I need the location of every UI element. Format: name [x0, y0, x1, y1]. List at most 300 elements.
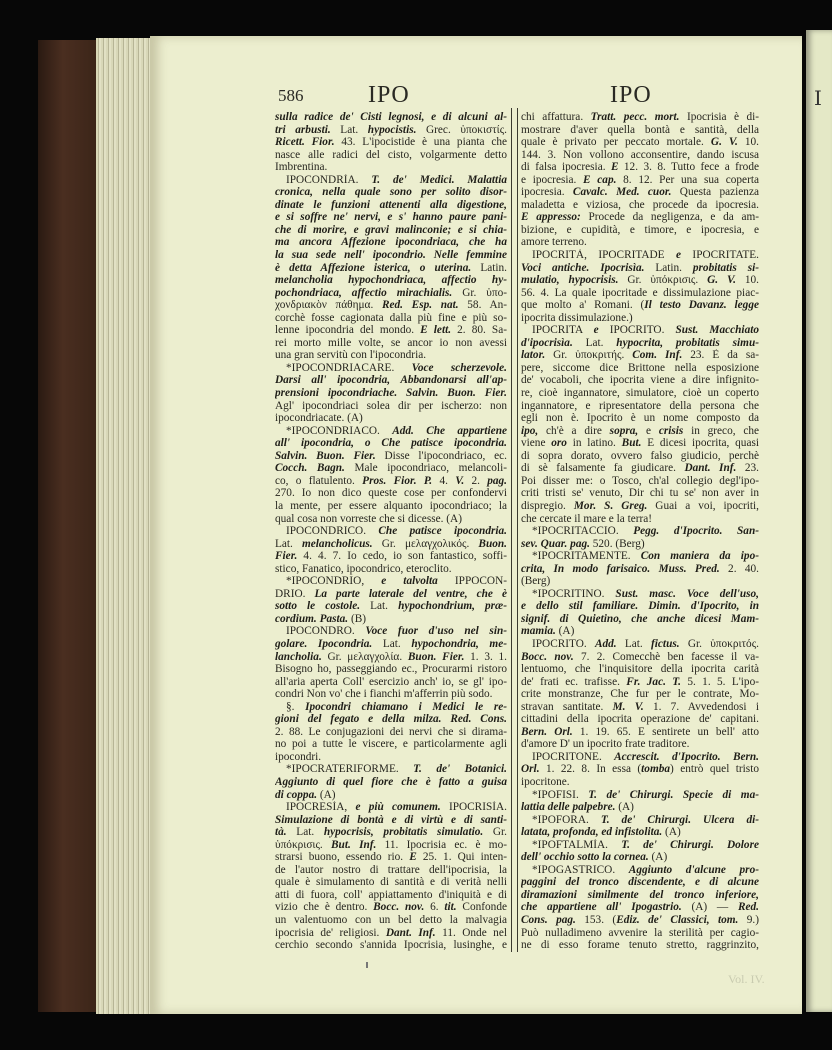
roman-segment: Bisogno ho, passeggiando ec., Procurarmi ristoro — [275, 663, 507, 676]
italic-segment: e — [593, 324, 599, 337]
italic-segment: Sust. masc. Voce dell'uso, — [615, 587, 759, 600]
roman-segment: Latin. — [471, 261, 507, 274]
italic-segment: di coppa. — [275, 788, 318, 801]
italic-segment: Cons. pag. — [521, 914, 576, 926]
roman-segment: 144. 3. Non vollono acconsentire, dando iscusa — [521, 148, 759, 161]
entry-first-line — [275, 763, 507, 776]
roman-segment: cittadini della ipocrita operazione de' capitani. — [521, 713, 759, 726]
text-line — [521, 174, 759, 187]
roman-segment: IPOCRITO. — [598, 324, 676, 337]
entry-first-line — [521, 588, 759, 601]
text-line — [521, 851, 759, 864]
text-line — [275, 688, 507, 701]
text-line — [521, 312, 759, 325]
text-line — [521, 688, 759, 701]
roman-segment: 4. — [432, 474, 456, 487]
italic-segment: Darsi all' ipocondria, Abbandonarsi all'ap- — [275, 374, 507, 387]
italic-segment: che di morire, e gravi malinconie; e si chia- — [275, 223, 507, 236]
text-line — [275, 927, 507, 940]
roman-segment: criti tristi se' venuto, Dir chi tu se' non aver in — [521, 487, 759, 500]
text-line — [521, 763, 759, 776]
text-line — [521, 914, 759, 927]
roman-segment: 1. 19. 65. E sentirete un bell' atto — [572, 725, 759, 738]
roman-segment: nasce alle radici del cisto, volgarmente detto — [275, 148, 507, 161]
italic-segment: sotto le costole. — [275, 600, 361, 613]
roman-segment: condri Non vo' che i fianchi m'afferrin più sodo. — [275, 688, 493, 701]
entry-first-line — [521, 324, 759, 337]
text-line — [275, 513, 507, 526]
roman-segment: ipocritone. — [521, 775, 570, 788]
roman-segment: amore terreno. — [521, 236, 587, 249]
italic-segment: oro — [551, 437, 567, 450]
text-line — [521, 236, 759, 249]
italic-segment: e — [676, 249, 682, 262]
roman-segment: ipocondri. — [275, 750, 322, 763]
text-line — [521, 349, 759, 362]
text-line — [521, 450, 759, 463]
italic-segment: Che patisce ipocondria. — [378, 525, 507, 538]
italic-segment: Voce fuor d'uso nel sin- — [365, 625, 507, 638]
roman-segment: e ipocresia. — [521, 173, 584, 186]
italic-segment: But. — [621, 437, 642, 450]
text-line — [521, 111, 759, 124]
roman-segment: stico, Fanatico, ipocondrico, eteroclito. — [275, 562, 452, 575]
text-line — [521, 889, 759, 902]
text-line — [521, 437, 759, 450]
italic-segment: Com. Inf. — [632, 349, 683, 362]
entry-first-line — [521, 751, 759, 764]
italic-segment: Pros. Fior. P. — [362, 474, 433, 487]
text-line — [275, 864, 507, 877]
italic-segment: diramazioni similmente del tronco inferiore, — [521, 888, 759, 901]
roman-segment: ipocresia. — [521, 186, 573, 199]
text-line — [521, 425, 759, 438]
roman-segment: Guai a voi, ipocriti, — [647, 499, 759, 512]
text-line — [521, 211, 759, 224]
roman-segment: Disse l'ipocondriaco, ec. — [375, 449, 507, 462]
roman-segment: §. — [286, 700, 306, 713]
roman-segment: Può nulladimeno avvenire la sterilità per cagio- — [521, 926, 759, 939]
italic-segment: tit. — [444, 901, 457, 914]
roman-segment: 11. Onde nel — [435, 926, 507, 939]
roman-segment: 43. L'ipocistide è una pianta che — [334, 136, 507, 149]
entry-first-line — [275, 425, 507, 438]
text-line — [275, 450, 507, 463]
italic-segment: melancholia hypochondriaca, affectio hy- — [275, 274, 507, 287]
roman-segment: *IPOFORA. — [532, 813, 601, 826]
italic-segment: Mor. S. Greg. — [573, 499, 648, 512]
italic-segment: V. — [455, 474, 465, 487]
text-line — [275, 839, 507, 852]
roman-segment: 1. 22. 8. In essa ( — [539, 763, 642, 776]
italic-segment: Il testo Davanz. legge — [644, 299, 759, 312]
roman-segment: no poi a tutte le viscere, e particolarmente agli — [275, 738, 507, 751]
roman-segment: di sopra dorato, ovvero falso giudicio, perchè — [521, 449, 759, 462]
italic-segment: probitatis si- — [692, 261, 759, 274]
entry-first-line — [521, 814, 759, 827]
text-line — [275, 236, 507, 249]
column-divider — [511, 108, 518, 952]
text-line — [275, 588, 507, 601]
text-line — [275, 262, 507, 275]
italic-segment: But. Inf. — [331, 838, 377, 851]
italic-segment: Accrescit. d'Ipocrito. Bern. — [614, 750, 759, 763]
text-line — [275, 826, 507, 839]
roman-segment: Gr. ὑπόκρισις. — [618, 274, 708, 287]
text-line — [521, 625, 759, 638]
roman-segment: 4. 4. 7. Io cedo, io son fantastico, soffi- — [297, 550, 507, 563]
text-line — [275, 299, 507, 312]
roman-segment: IPOCRESÌA, — [286, 801, 356, 814]
text-line — [275, 751, 507, 764]
roman-segment: 153. ( — [575, 914, 617, 926]
text-line — [521, 400, 759, 413]
roman-segment: IPOCONDRICO. — [286, 525, 379, 538]
roman-segment: Lat. — [572, 336, 617, 349]
roman-segment: DRIO. — [275, 587, 315, 600]
roman-segment: IPOCRITO. — [532, 637, 595, 650]
roman-segment: Questa pazienza — [671, 186, 759, 199]
italic-segment: Tratt. pecc. mort. — [590, 111, 680, 123]
roman-segment: maladetta e viziosa, che procede da ipocresia. — [521, 198, 759, 211]
roman-segment: IPOCRITÀ, IPOCRITADE — [532, 249, 676, 262]
text-line — [275, 124, 507, 137]
book-cover-edge — [38, 40, 100, 1012]
roman-segment: de l'autor nostro di trattare dell'ipocrisia, la — [275, 863, 507, 876]
text-line — [521, 299, 759, 312]
roman-segment: ipocrisia de' religiosi. — [275, 926, 386, 939]
roman-segment: un valentuomo con un bel detto la malvagia — [275, 914, 507, 926]
signature-mark: Vol. IV. — [728, 972, 765, 986]
roman-segment: dispregio. — [521, 499, 574, 512]
text-line — [275, 651, 507, 664]
italic-segment: sulla radice de' Cisti legnosi, e di alcuni al- — [275, 111, 507, 123]
italic-segment: Simulazione di bontà e di virtù e di santi- — [275, 813, 507, 826]
italic-segment: Add. — [594, 637, 617, 650]
roman-segment: E dicesi ipocrita, quasi — [641, 437, 759, 450]
text-line — [275, 663, 507, 676]
text-column-left — [275, 111, 507, 952]
text-line — [521, 563, 759, 576]
text-line — [275, 312, 507, 325]
roman-segment: Poi disser me: o Tosco, ch'al collegio degl'ipo- — [521, 474, 759, 487]
text-line — [521, 161, 759, 174]
roman-segment: re, cioè ingannatore, simulatore, cioè un coperto — [521, 387, 759, 400]
roman-segment: d'amore D' un ipocrito frate traditore. — [521, 738, 690, 751]
italic-segment: lator. — [521, 349, 546, 362]
entry-first-line — [521, 789, 759, 802]
roman-segment: lenne ipocondria del mondo. — [275, 324, 421, 337]
roman-segment: *IPOGASTRICO. — [532, 863, 629, 876]
text-line — [275, 563, 507, 576]
roman-segment: (A) — [317, 788, 336, 801]
entry-first-line — [275, 525, 507, 538]
roman-segment: Lat. — [286, 826, 324, 839]
roman-segment: Male ipocondriaco, melancoli- — [344, 462, 507, 475]
roman-segment: IPOCRISÌA. — [440, 801, 507, 814]
roman-segment: Lat. — [330, 123, 368, 136]
next-page-glyph: I — [814, 86, 822, 110]
roman-segment: ne di esso forame tenuto stretto, raggrinzito, — [521, 939, 759, 952]
italic-segment: la sua sede nell' ipocondrio. Nelle femmine — [275, 249, 507, 262]
italic-segment: sopra, — [609, 424, 639, 437]
text-line — [521, 663, 759, 676]
italic-segment: E appresso: — [521, 211, 581, 224]
roman-segment: 270. Io non dico queste cose per confondervi — [275, 487, 507, 500]
roman-segment: Latin. — [644, 261, 693, 274]
italic-segment: hypocrisis, probitatis simulatio. — [323, 826, 484, 839]
italic-segment: sev. Quar. pag. — [521, 537, 590, 550]
roman-segment: atti di fuora, coll' appiattamento d'iniquità e di — [275, 888, 507, 901]
roman-segment: ipocrita dissimulazione.) — [521, 311, 633, 324]
roman-segment: 10. — [735, 274, 759, 287]
roman-segment: Imbrentina. — [275, 161, 328, 174]
italic-segment: Bern. Orl. — [521, 725, 573, 738]
roman-segment: de' frati ec. trafisse. — [521, 675, 627, 688]
roman-segment: 2. — [464, 474, 488, 487]
roman-segment: 520. (Berg) — [589, 537, 645, 550]
roman-segment: egli non è. Ipocrito è un nome composto da — [521, 412, 759, 425]
roman-segment: pere, siccome dice Brittone nella esposizione — [521, 361, 759, 374]
italic-segment: mulatio, hypocrisis. — [521, 274, 619, 287]
text-line — [275, 337, 507, 350]
italic-segment: Bocc. nov. — [373, 901, 425, 914]
italic-segment: e si soffre ne' nervi, e s' hanno paure pani- — [275, 211, 507, 224]
text-line — [521, 149, 759, 162]
italic-segment: hypocistis. — [367, 123, 417, 136]
italic-segment: pag. — [487, 474, 507, 487]
page-number: 586 — [278, 86, 304, 105]
text-line — [275, 324, 507, 337]
italic-segment: lattia delle palpebre. — [521, 801, 616, 814]
text-line — [521, 826, 759, 839]
text-line — [521, 927, 759, 940]
roman-segment: co, o flatulento. — [275, 474, 363, 487]
italic-segment: hypochondrium, præ- — [398, 600, 507, 613]
italic-segment: Fr. Jac. T. — [626, 675, 681, 688]
italic-segment: d'ipocrisìa. — [521, 336, 573, 349]
roman-segment: ch'è a dire — [538, 424, 610, 437]
roman-segment: 23. — [736, 462, 759, 475]
roman-segment: bizione, e cupidità, e timore, e ipocresia, e — [521, 223, 759, 236]
roman-segment: ) entrò quel tristo — [670, 763, 759, 776]
text-line — [521, 462, 759, 475]
text-line — [521, 475, 759, 488]
roman-segment: 2. 80. Sa- — [451, 324, 507, 337]
italic-segment: T. de' Medici. Malattia — [371, 173, 507, 186]
roman-segment: *IPOCRITINO. — [532, 587, 616, 600]
text-line — [275, 776, 507, 789]
text-line — [521, 575, 759, 588]
roman-segment: que molto a' Romani. ( — [521, 299, 645, 312]
text-line — [521, 713, 759, 726]
italic-segment: Fier. — [275, 550, 298, 563]
text-line — [275, 400, 507, 413]
italic-segment: Pegg. d'Ipocrito. San- — [633, 525, 759, 538]
text-line — [275, 889, 507, 902]
italic-segment: latata, profonda, ed infistolita. — [521, 826, 663, 839]
text-column-right — [521, 111, 759, 952]
roman-segment: 10. — [737, 136, 759, 149]
roman-segment: Lat. — [616, 637, 652, 650]
text-line — [521, 776, 759, 789]
italic-segment: e talvolta — [381, 575, 438, 588]
text-line — [521, 412, 759, 425]
italic-segment: melancholicus. — [301, 537, 373, 550]
text-line — [521, 362, 759, 375]
text-line — [521, 939, 759, 952]
roman-segment: in greco, che — [683, 424, 759, 437]
roman-segment: IPOCRITONE. — [532, 750, 615, 763]
italic-segment: tà. — [275, 826, 287, 839]
italic-segment: crita, In modo farisaico. Muss. Pred. — [521, 562, 720, 575]
italic-segment: Red. Esp. nat. — [381, 299, 459, 312]
text-line — [275, 851, 507, 864]
running-head-right: IPO — [610, 82, 652, 108]
entry-first-line — [521, 550, 759, 563]
roman-segment: Procede da negligenza, e da am- — [580, 211, 759, 224]
roman-segment: (A) — [555, 625, 575, 638]
roman-segment: in latino. — [566, 437, 622, 450]
roman-segment: Lat. — [372, 637, 412, 650]
roman-segment: Gr. μελαγχολικός. — [372, 537, 479, 550]
italic-segment: tomba — [641, 763, 671, 776]
roman-segment: 2. 40. — [719, 562, 759, 575]
entry-first-line — [275, 362, 507, 375]
roman-segment: (B) — [348, 612, 367, 625]
text-line — [275, 211, 507, 224]
text-line — [521, 136, 759, 149]
italic-segment: gioni del fegato e della milza. Red. Cons. — [275, 713, 507, 726]
entry-first-line — [521, 864, 759, 877]
page-edges — [96, 38, 154, 1014]
roman-segment: IPOCONDRÌA. — [286, 173, 372, 186]
italic-segment: dinate le funzioni attenenti alla digestione, — [275, 198, 507, 211]
italic-segment: T. de' Chirurgi. Dolore — [621, 838, 759, 851]
italic-segment: Cocch. Bagn. — [275, 462, 345, 475]
roman-segment: ipocondriacate. (A) — [275, 412, 363, 425]
italic-segment: è detta Affezione isterica, o uterina. — [275, 261, 472, 274]
text-line — [275, 387, 507, 400]
roman-segment: *IPOCONDRIO, — [286, 575, 382, 588]
roman-segment: Gr. μελαγχολία. — [321, 650, 408, 663]
roman-segment: *IPOCONDRIACARE. — [286, 361, 412, 374]
roman-segment: IPOCONDRO. — [286, 625, 366, 638]
italic-segment: Voci antiche. Ipocrisìa. — [521, 261, 645, 274]
roman-segment: ingannatore, e ripresentatore della persona che — [521, 399, 759, 412]
text-line — [521, 651, 759, 664]
entry-first-line — [521, 839, 759, 852]
text-line — [521, 801, 759, 814]
italic-segment: Add. Che appartiene — [392, 424, 507, 437]
roman-segment: Gr. — [483, 826, 507, 839]
italic-segment: ma ancora Affezione ipocondriaca, che ha — [275, 236, 507, 249]
text-line — [521, 876, 759, 889]
text-line — [275, 161, 507, 174]
text-line — [275, 939, 507, 952]
roman-segment: 56. 4. La quale ipocritade e dissimulazione piac- — [521, 286, 759, 299]
text-line — [521, 901, 759, 914]
italic-segment: Orl. — [521, 763, 540, 776]
text-line — [275, 600, 507, 613]
text-line — [521, 387, 759, 400]
text-line — [521, 487, 759, 500]
italic-segment: tri arbusti. — [275, 123, 331, 136]
text-line — [275, 475, 507, 488]
roman-segment: mostrare d'aver quella bontà e santità, della — [521, 123, 759, 136]
text-line — [521, 738, 759, 751]
roman-segment: di sè falsamente fa giudicare. — [521, 462, 685, 475]
italic-segment: Dant. Inf. — [385, 926, 436, 939]
italic-segment: Ricett. Fior. — [275, 136, 335, 149]
italic-segment: Aggiunto d'alcune pro- — [628, 863, 759, 876]
roman-segment: *IPOFISI. — [532, 788, 589, 801]
italic-segment: E — [409, 851, 417, 864]
text-line — [275, 274, 507, 287]
entry-first-line — [521, 638, 759, 651]
roman-segment: quale è privato per peccato mortale. — [521, 136, 711, 149]
roman-segment: IPPOCON- — [437, 575, 507, 588]
ink-speck — [366, 962, 368, 968]
roman-segment: 5. 1. 5. L'ipo- — [680, 675, 759, 688]
roman-segment: di falsa ipocresia. — [521, 161, 611, 174]
roman-segment: strarsi buono, essendo rio. — [275, 851, 410, 864]
roman-segment: IPOCRITATE. — [681, 249, 759, 262]
entry-first-line — [521, 525, 759, 538]
roman-segment: Gr. ὑποκριτής. — [545, 349, 633, 362]
text-line — [275, 613, 507, 626]
roman-segment: 11. Ipocrisia ec. è mo- — [376, 838, 507, 851]
italic-segment: G. V. — [707, 274, 736, 287]
roman-segment: la mente, per essere alquanto ipocondriaco; la — [275, 499, 507, 512]
italic-segment: Red. — [737, 901, 759, 914]
roman-segment: de' vocaboli, che ipocrita viene a dire infignito- — [521, 374, 759, 387]
roman-segment: 23. È da sa- — [682, 349, 759, 362]
text-line — [521, 600, 759, 613]
text-line — [275, 789, 507, 802]
italic-segment: e dello stil familiare. Dimin. d'Ipocrito, in — [521, 600, 759, 613]
text-line — [275, 349, 507, 362]
roman-segment: (A) — [662, 826, 681, 839]
roman-segment: 1. 7. Avvedendosi i — [643, 700, 759, 713]
text-line — [521, 199, 759, 212]
roman-segment: e — [638, 424, 659, 437]
text-line — [521, 124, 759, 137]
running-head-left: IPO — [368, 82, 410, 108]
next-page-edge — [806, 30, 832, 1012]
italic-segment: Ipocondri chiamano i Medici le re- — [305, 700, 507, 713]
roman-segment: *IPOFTALMÌA. — [532, 838, 622, 851]
roman-segment: stravan santitate. — [521, 700, 613, 713]
roman-segment: lentuomo, che l'inquisitore della ipocrita carità — [521, 663, 759, 676]
italic-segment: G. V. — [710, 136, 738, 149]
text-line — [521, 337, 759, 350]
entry-first-line — [275, 701, 507, 714]
entry-first-line — [275, 174, 507, 187]
roman-segment: 12. 3. 8. Tutto fece a frode — [618, 161, 759, 174]
text-line — [275, 814, 507, 827]
text-line — [521, 513, 759, 526]
italic-segment: M. V. — [612, 700, 644, 713]
roman-segment: 8. 12. Per una sua coperta — [616, 173, 759, 186]
text-line — [275, 199, 507, 212]
text-line — [521, 676, 759, 689]
italic-segment: hypocrita, probitatis simu- — [616, 336, 759, 349]
roman-segment: Agl' ipocondriaci solea dir per ischerzo: non — [275, 399, 507, 412]
roman-segment: 1. 3. 1. — [464, 650, 507, 663]
roman-segment: (A) — — [681, 901, 738, 914]
roman-segment: che cercate il mare e la terra! — [521, 512, 653, 525]
